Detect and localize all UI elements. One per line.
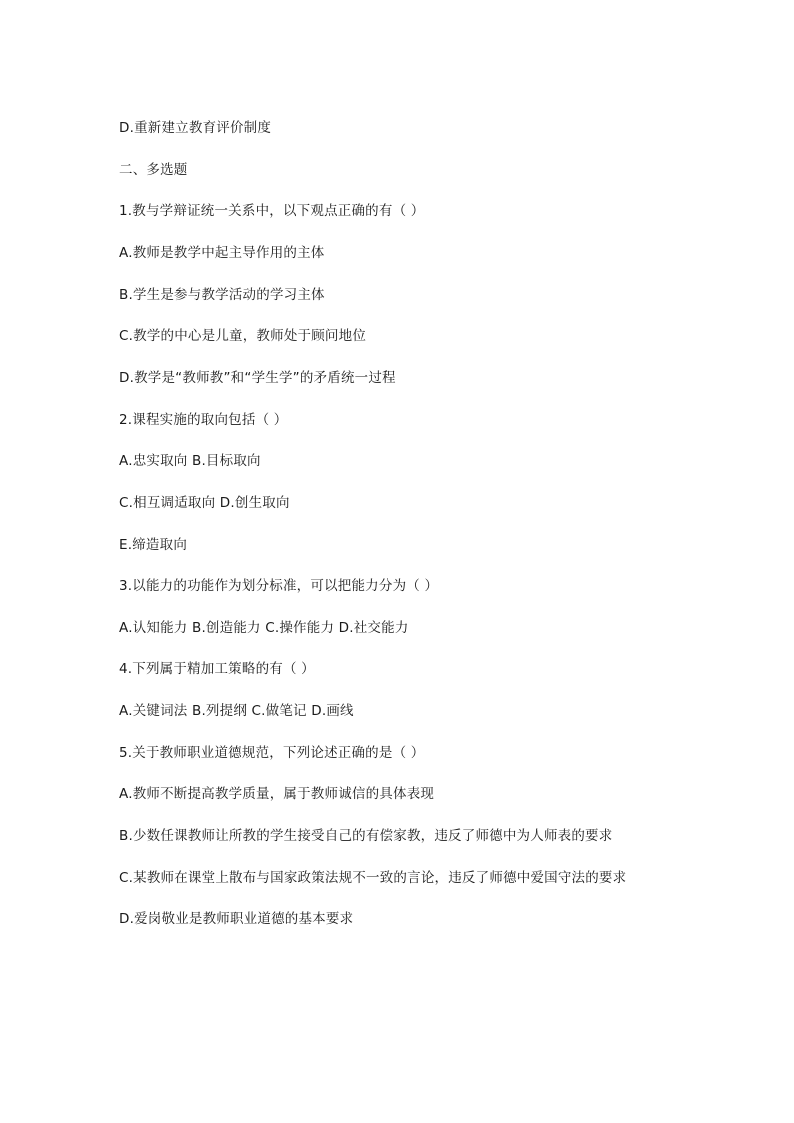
question-3: 3.以能力的功能作为划分标准，可以把能力分为（ ） (119, 578, 439, 594)
question-1-option-d: D.教学是“教师教”和“学生学”的矛盾统一过程 (119, 370, 396, 386)
question-1-option-b: B.学生是参与教学活动的学习主体 (119, 287, 325, 303)
option-d-previous: D.重新建立教育评价制度 (119, 120, 272, 136)
question-5-option-d: D.爱岗敬业是教师职业道德的基本要求 (119, 911, 354, 927)
question-5-option-b: B.少数任课教师让所教的学生接受自己的有偿家教，违反了师德中为人师表的要求 (119, 828, 613, 844)
question-4-options: A.关键词法 B.列提纲 C.做笔记 D.画线 (119, 703, 354, 719)
question-5-option-a: A.教师不断提高教学质量，属于教师诚信的具体表现 (119, 786, 435, 802)
question-2: 2.课程实施的取向包括（ ） (119, 412, 288, 428)
question-4: 4.下列属于精加工策略的有（ ） (119, 661, 315, 677)
question-1-option-a: A.教师是教学中起主导作用的主体 (119, 245, 325, 261)
question-1-option-c: C.教学的中心是儿童，教师处于顾问地位 (119, 328, 367, 344)
question-2-options-cd: C.相互调适取向 D.创生取向 (119, 495, 290, 511)
question-3-options: A.认知能力 B.创造能力 C.操作能力 D.社交能力 (119, 620, 409, 636)
question-5: 5.关于教师职业道德规范，下列论述正确的是（ ） (119, 745, 425, 761)
question-2-options-ab: A.忠实取向 B.目标取向 (119, 453, 261, 469)
question-1: 1.教与学辩证统一关系中，以下观点正确的有（ ） (119, 203, 425, 219)
question-2-option-e: E.缔造取向 (119, 537, 188, 553)
question-5-option-c: C.某教师在课堂上散布与国家政策法规不一致的言论，违反了师德中爱国守法的要求 (119, 870, 627, 886)
section-heading-multiple-choice: 二、多选题 (119, 162, 188, 178)
